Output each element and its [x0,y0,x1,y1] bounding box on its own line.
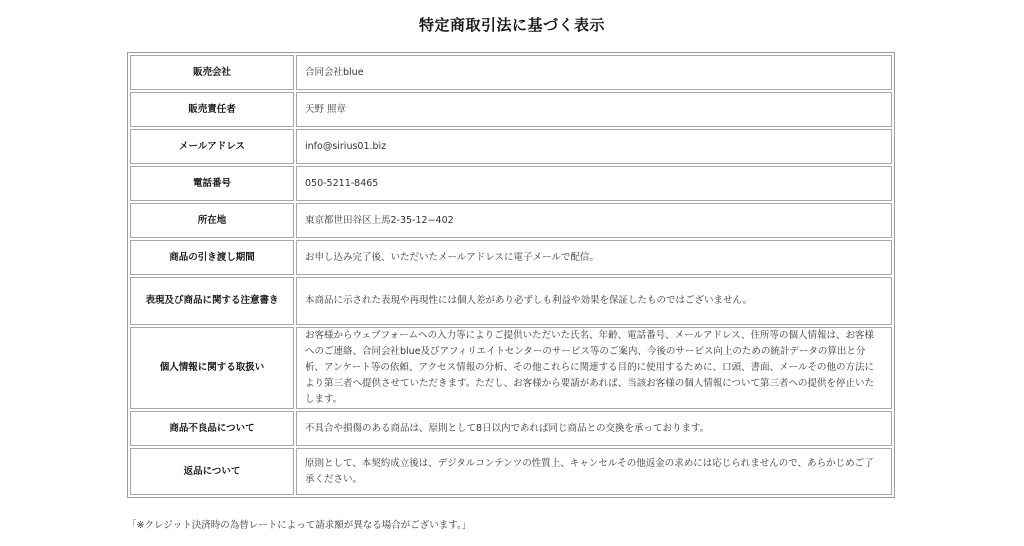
table-row [130,203,892,238]
row-value: 不具合や損傷のある商品は、原則として8日以内であれば同じ商品との交換を承っております。 [296,411,892,446]
row-value: お申し込み完了後、いただいたメールアドレスに電子メールで配信。 [296,240,892,275]
table-row [130,55,892,90]
row-value: 東京都世田谷区上馬2-35-12−402 [296,203,892,238]
row-label: 返品について [130,448,294,495]
row-label: メールアドレス [130,129,294,164]
table-row [130,92,892,127]
row-label: 販売会社 [130,55,294,90]
table-row [130,448,892,495]
row-value: 天野 照章 [296,92,892,127]
row-value: 050-5211-8465 [296,166,892,201]
row-value: お客様からウェブフォームへの入力等によりご提供いただいた氏名、年齢、電話番号、メールアドレス、住所等の個人情報は、お客様へのご連絡、合同会社blue及びアフィリエイトセンターのサービス等のご案内、今後のサービス向上のための統計データの算出と分析、アンケート等の依頼、アクセス情報の分析、その他これらに関連する目的に使用するために、口頭、書面、メールその他の方法により第三者へ提供させていただきます。ただし、お客様から要請があれば、当該お客様の個人情報について第三者への提供を停止いたします。 [296,327,892,409]
row-value: 原則として、本契約成立後は、デジタルコンテンツの性質上、キャンセルその他返金の求めには応じられませんので、あらかじめご了承ください。 [296,448,892,495]
table-row [130,166,892,201]
table-row [130,240,892,275]
table-row [130,277,892,325]
row-label: 電話番号 [130,166,294,201]
row-label: 販売責任者 [130,92,294,127]
table-row [130,129,892,164]
disclosure-table [127,52,895,498]
row-label: 表現及び商品に関する注意書き [130,277,294,325]
table-row [130,411,892,446]
row-value: 合同会社blue [296,55,892,90]
row-label: 商品の引き渡し期間 [130,240,294,275]
page-title: 特定商取引法に基づく表示 [418,16,605,34]
footnote: 「※クレジット決済時の為替レートによって請求額が異なる場合がございます。」 [127,520,472,531]
row-value: 本商品に示された表現や再現性には個人差があり必ずしも利益や効果を保証したものではございません。 [296,277,892,325]
row-label: 商品不良品について [130,411,294,446]
row-label: 所在地 [130,203,294,238]
table-row [130,327,892,409]
row-value: info@sirius01.biz [296,129,892,164]
row-label: 個人情報に関する取扱い [130,327,294,409]
